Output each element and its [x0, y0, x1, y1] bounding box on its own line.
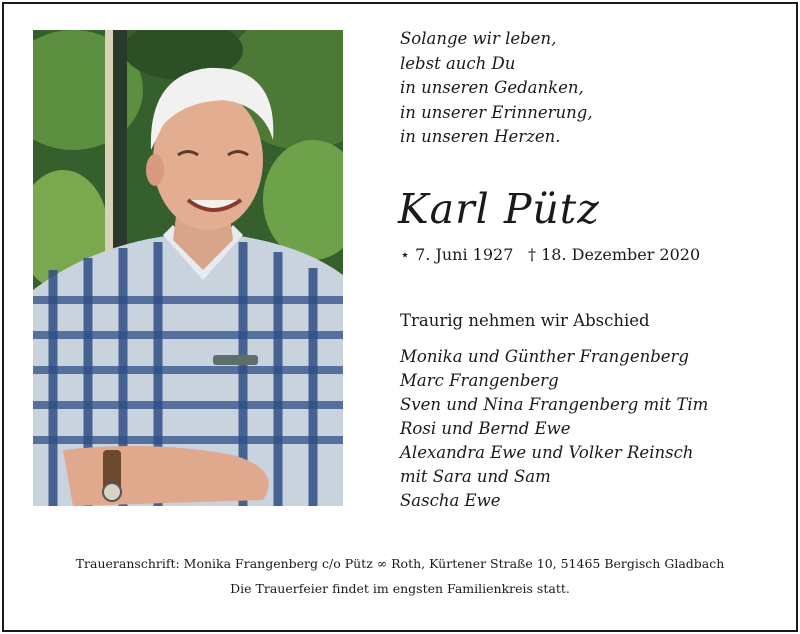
mourner-line: Rosi und Bernd Ewe [400, 419, 571, 438]
mourner-line: Alexandra Ewe und Volker Reinsch [400, 443, 694, 462]
mourner-line: Marc Frangenberg [400, 371, 559, 390]
portrait-photo-illustration [33, 30, 343, 506]
portrait-photo [33, 30, 343, 506]
memorial-poem [400, 27, 780, 150]
mourning-address: Traueranschrift: Monika Frangenberg c/o Pütz ∞ Roth, Kürtener Straße 10, 51465 Bergisch Gladbach [75, 556, 725, 571]
poem-line: lebst auch Du [400, 53, 516, 73]
mourner-line: Sascha Ewe [400, 491, 501, 510]
poem-line: Solange wir leben, [400, 29, 557, 48]
ceremony-note: Die Trauerfeier findet im engsten Familienkreis statt. [230, 581, 570, 596]
mourner-line: Monika und Günther Frangenberg [400, 347, 689, 366]
life-dates [400, 244, 701, 266]
birth-date: ⋆ 7. Juni 1927 [400, 245, 514, 264]
poem-line: in unseren Herzen. [400, 127, 561, 146]
poem-line: in unseren Gedanken, [400, 78, 584, 97]
mourners-list [400, 345, 708, 513]
mourner-line: mit Sara und Sam [400, 467, 551, 486]
mourner-line: Sven und Nina Frangenberg mit Tim [400, 395, 709, 414]
poem-line: in unserer Erinnerung, [400, 102, 593, 122]
deceased-name: Karl Pütz [398, 185, 600, 233]
death-date: † 18. Dezember 2020 [528, 245, 701, 264]
farewell-intro: Traurig nehmen wir Abschied [400, 311, 650, 330]
